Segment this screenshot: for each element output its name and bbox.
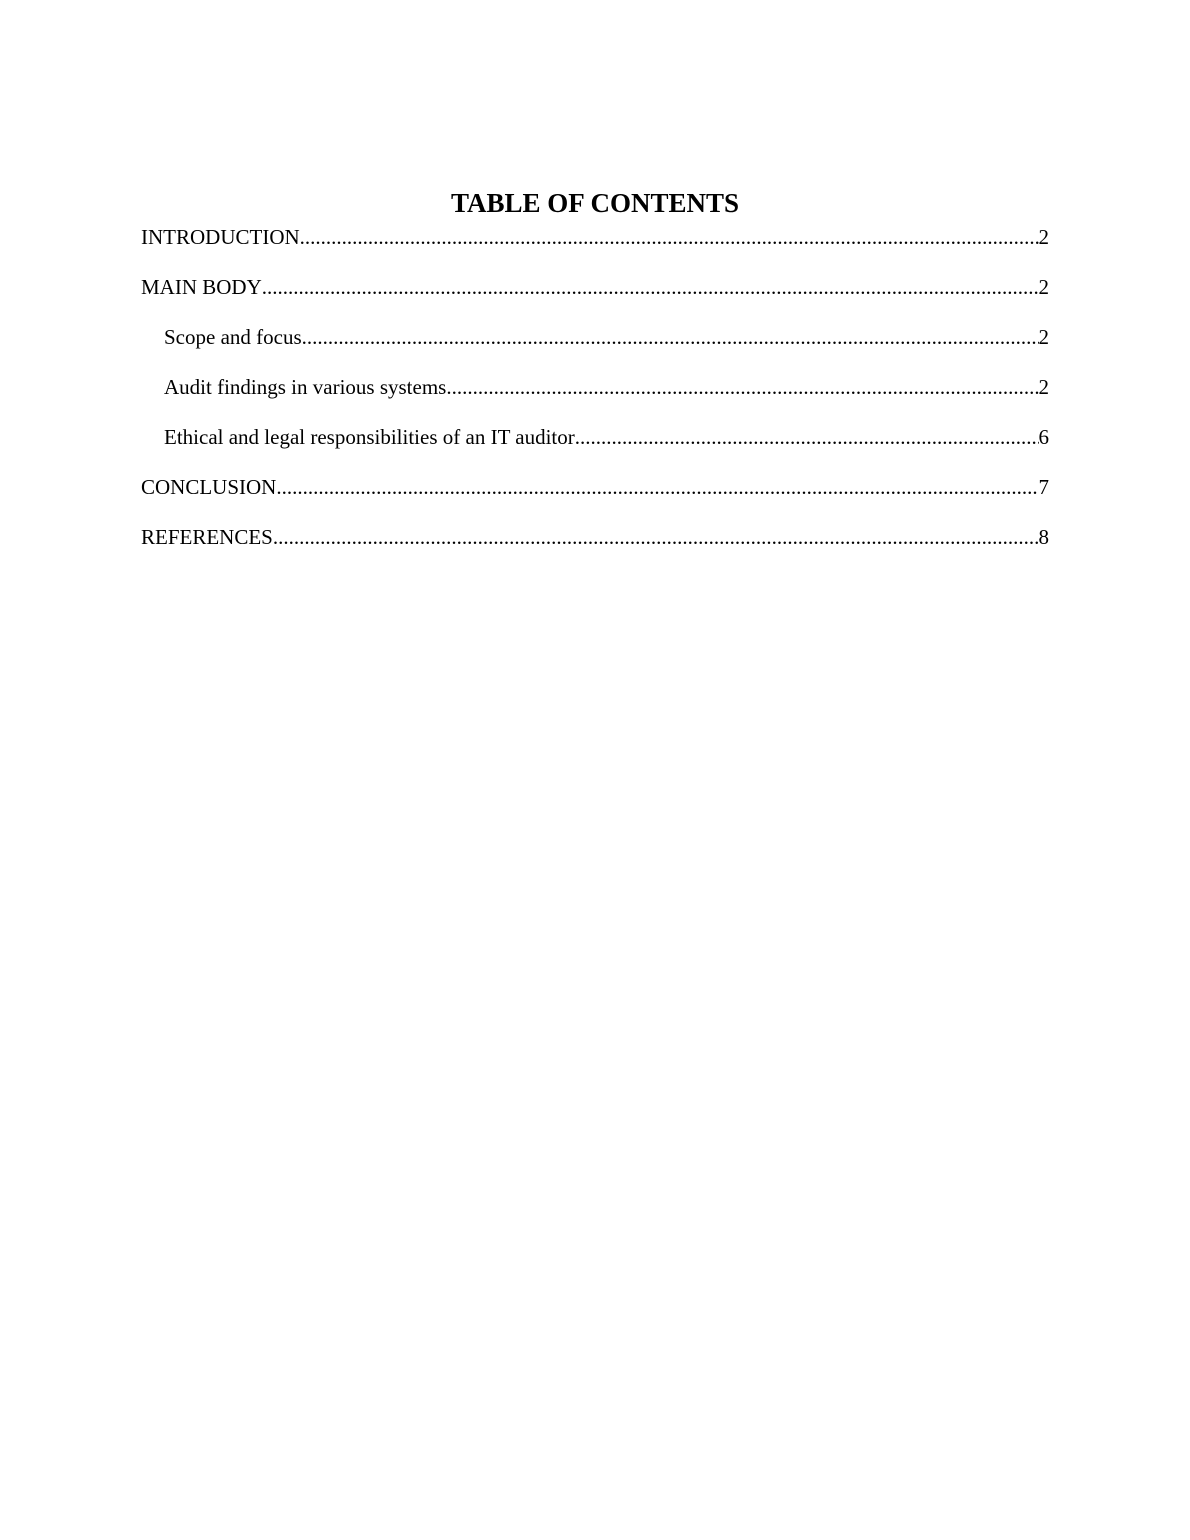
toc-list <box>141 222 1049 572</box>
toc-dot-leader <box>446 372 1038 402</box>
toc-title: TABLE OF CONTENTS <box>450 188 740 218</box>
toc-dot-leader <box>302 322 1039 352</box>
toc-entry-introduction[interactable] <box>141 222 1049 272</box>
toc-entry-label: REFERENCES <box>141 525 273 549</box>
toc-entry-page: 2 <box>1038 225 1049 249</box>
toc-entry-label: Ethical and legal responsibilities of an IT auditor <box>164 425 575 449</box>
toc-entry-page: 8 <box>1038 525 1049 549</box>
toc-dot-leader <box>575 422 1039 452</box>
toc-entry-page: 2 <box>1038 275 1049 299</box>
toc-entry-label: INTRODUCTION <box>141 225 300 249</box>
toc-entry-page: 7 <box>1038 475 1049 499</box>
toc-entry-references[interactable] <box>141 522 1049 572</box>
toc-dot-leader <box>300 222 1039 252</box>
toc-entry-label: Audit findings in various systems <box>164 375 447 399</box>
toc-entry-page: 2 <box>1038 375 1049 399</box>
toc-entry-conclusion[interactable] <box>141 472 1049 522</box>
toc-entry-label: MAIN BODY <box>141 275 262 299</box>
toc-dot-leader <box>262 272 1039 302</box>
toc-entry-ethical-legal[interactable] <box>141 422 1049 472</box>
toc-entry-audit-findings[interactable] <box>141 372 1049 422</box>
toc-entry-page: 2 <box>1038 325 1049 349</box>
toc-dot-leader <box>276 472 1038 502</box>
toc-entry-label: CONCLUSION <box>141 475 277 499</box>
toc-entry-main-body[interactable] <box>141 272 1049 322</box>
toc-dot-leader <box>273 522 1039 552</box>
toc-entry-label: Scope and focus <box>164 325 302 349</box>
toc-entry-page: 6 <box>1038 425 1049 449</box>
toc-entry-scope-and-focus[interactable] <box>141 322 1049 372</box>
